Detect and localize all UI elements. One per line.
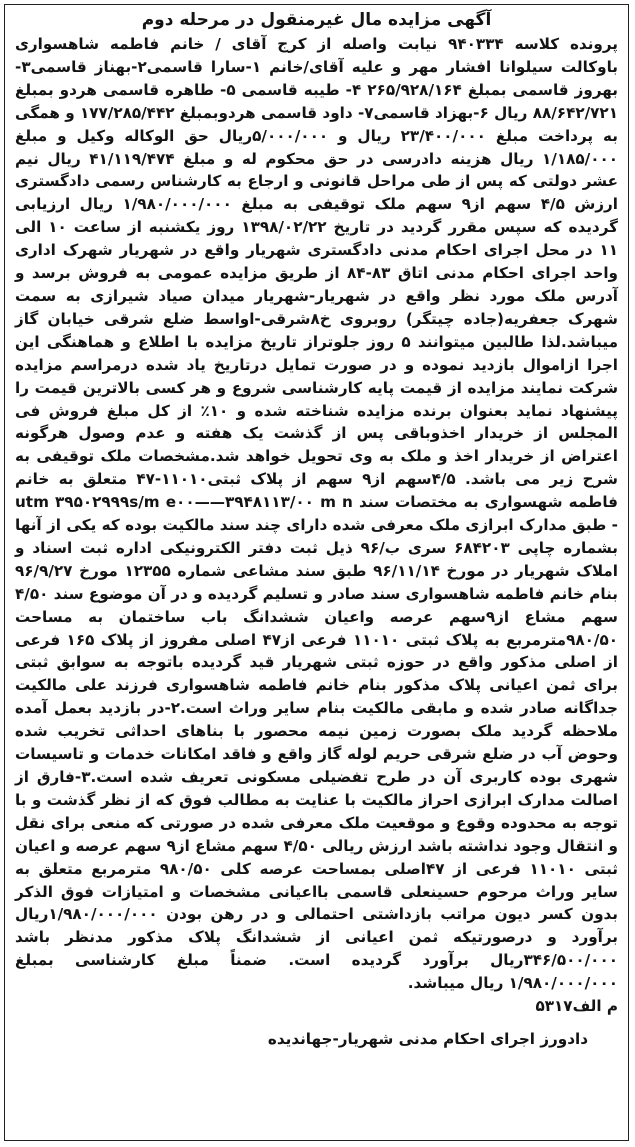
notice-reference-number: م الف۵۳۱۷ <box>535 997 618 1016</box>
notice-body: پرونده کلاسه ۹۴۰۳۳۴ نیابت واصله از کرج آقای / خانم فاطمه شاهسواری باوکالت سیلوانا افشار مهر و علیه آقای/خانم ۱-سارا قاسمی۲-بهناز قاسمی۳-بهروز قاسمی بمبلغ ۲۶۵/۹۲۸/۱۶۴ ۴- طیبه قاسمی ۵- طاهره قاسمی هردو بمبلغ ۸۸/۶۴۲/۷۲۱ ریال ۶-بهزاد قاسمی۷- داود قاسمی هردوبمبلغ ۱۷۷/۲۸۵/۴۴۲ و همگی به پرداخت مبلغ ۲۳/۴۰۰/۰۰۰ ریال و ۵/۰۰۰/۰۰۰ریال حق الوکاله وکیل و مبلغ ۱/۱۸۵/۰۰۰ ریال هزینه دادرسی در حق محکوم له و مبلغ ۴۱/۱۱۹/۴۷۴ ریال نیم عشر دولتی که پس از طی مراحل قانونی و ارجاع به کارشناس رسمی دادگستری ارزش ۴/۵ سهم از۹ سهم ملک توقیفی به مبلغ ۱/۹۸۰/۰۰۰/۰۰۰ ریال ارزیابی گردیده که سپس مقرر گردید در تاریخ ۱۳۹۸/۰۲/۲۲ روز یکشنبه از ساعت ۱۰ الی ۱۱ در محل اجرای احکام مدنی دادگستری شهریار واقع در شهریار شهرک اداری واحد اجرای احکام مدنی اتاق ۸۳-۸۴ از طریق مزایده عمومی به فروش برسد و آدرس ملک مورد نظر واقع در شهریار-شهریار میدان صیاد شیرازی به سمت شهرک جعفریه(جاده چیتگر) روبروی خ۸شرقی-اواسط ضلع شرقی خیابان گاز میباشد.لذا طالبین میتوانند ۵ روز جلوتراز تاریخ مزایده با اطلاع و هماهنگی این اجرا ازاموال بازدید نموده و در صورت تمایل درتاریخ یاد شده درمراسم مزایده شرکت نمایند مزایده از قیمت پایه کارشناسی شروع و هر کسی بالاترین قیمت را پیشنهاد نماید بعنوان برنده مزایده شناخته شده و ۱۰٪ از کل مبلغ فروش فی المجلس از خریدار اخذوباقی پس از گذشت یک هفته و عدم وصول هرگونه اعتراض از خریدار اخذ و ملک به وی تحویل خواهد شد.مشخصات ملک توقیفی به شرح زیر می باشد. ۴/۵سهم از۹ سهم از پلاک ثبتی۱۱۰۱۰-۴۷ متعلق به خانم فاطمه شهسواری به مختصات سند utm ۳۹۵۰۲۹۹۹s/m e۰۰——۳۹۴۸۱۱۳/۰۰ m n - طبق مدارک ابرازی ملک معرفی شده دارای چند سند مالکیت بوده که یکی از آنها بشماره چاپی ۶۸۴۲۰۳ سری ب/۹۶ ذیل ثبت دفتر الکترونیکی اداره ثبت اسناد و املاک شهریار در مورخ ۹۶/۱۱/۱۴ طبق سند مشاعی شماره ۱۲۳۵۵ مورخ ۹۶/۹/۲۷ بنام خانم فاطمه شاهسواری سند صادر و تسلیم گردیده و در آن موضوع سند ۴/۵۰ سهم مشاع از۹سهم عرصه واعیان ششدانگ باب ساختمان به مساحت ۹۸۰/۵۰مترمربع به پلاک ثبتی ۱۱۰۱۰ فرعی از۴۷ اصلی مفروز از پلاک ۱۶۵ فرعی از اصلی مذکور واقع در حوزه ثبتی شهریار قید گردیده باتوجه به سوابق ثبتی برای ثمن اعیانی پلاک مذکور بنام خانم فاطمه شاهسواری فرزند علی مالکیت جداگانه صادر شده و مابقی مالکیت بنام سایر وراث است.۲-در بازدید بعمل آمده ملاحظه گردید ملک بصورت زمین نیمه محصور با بناهای احداثی تخریب شده وحوض آب در ضلع شرقی حریم لوله گاز واقع و فاقد امکانات خدمات و تاسیسات شهری بوده کاربری آن در طرح تفضیلی مسکونی تعریف شده است.۳-فارق از اصالت مدارک ابرازی احراز مالکیت با عنایت به مطالب فوق که از نظر گذشت و با توجه به محدوده وقوع و موقعیت ملک معرفی شده در صورتی که منعی برای نقل و انتقال وجود نداشته باشد ارزش ریالی ۴/۵۰ سهم مشاع از۹ سهم عرصه و اعیان ثبتی ۱۱۰۱۰ فرعی از ۴۷اصلی بمساحت عرصه کلی ۹۸۰/۵۰ مترمربع متعلق به سایر وراث مرحوم حسینعلی قاسمی بااعیانی مشخصات و امتیازات فوق الذکر بدون کسر دیون مراتب بازداشتی احتمالی و در رهن بودن ۱/۹۸۰/۰۰۰/۰۰۰ریال برآورد و درصورتیکه ثمن اعیانی از ششدانگ پلاک مذکور مدنظر باشد ۳۴۶/۵۰۰/۰۰۰ریال برآورد گردیده است. ضمناً مبلغ کارشناسی بمبلغ ۱/۹۸۰/۰۰۰/۰۰۰ ریال میباشد. <box>15 35 619 993</box>
notice-signature: دادورز اجرای احکام مدنی شهریار-جهاندیده <box>267 1029 588 1048</box>
auction-notice <box>4 4 629 1141</box>
notice-title: آگهی مزایده مال غیرمنقول در مرحله دوم <box>141 10 492 30</box>
